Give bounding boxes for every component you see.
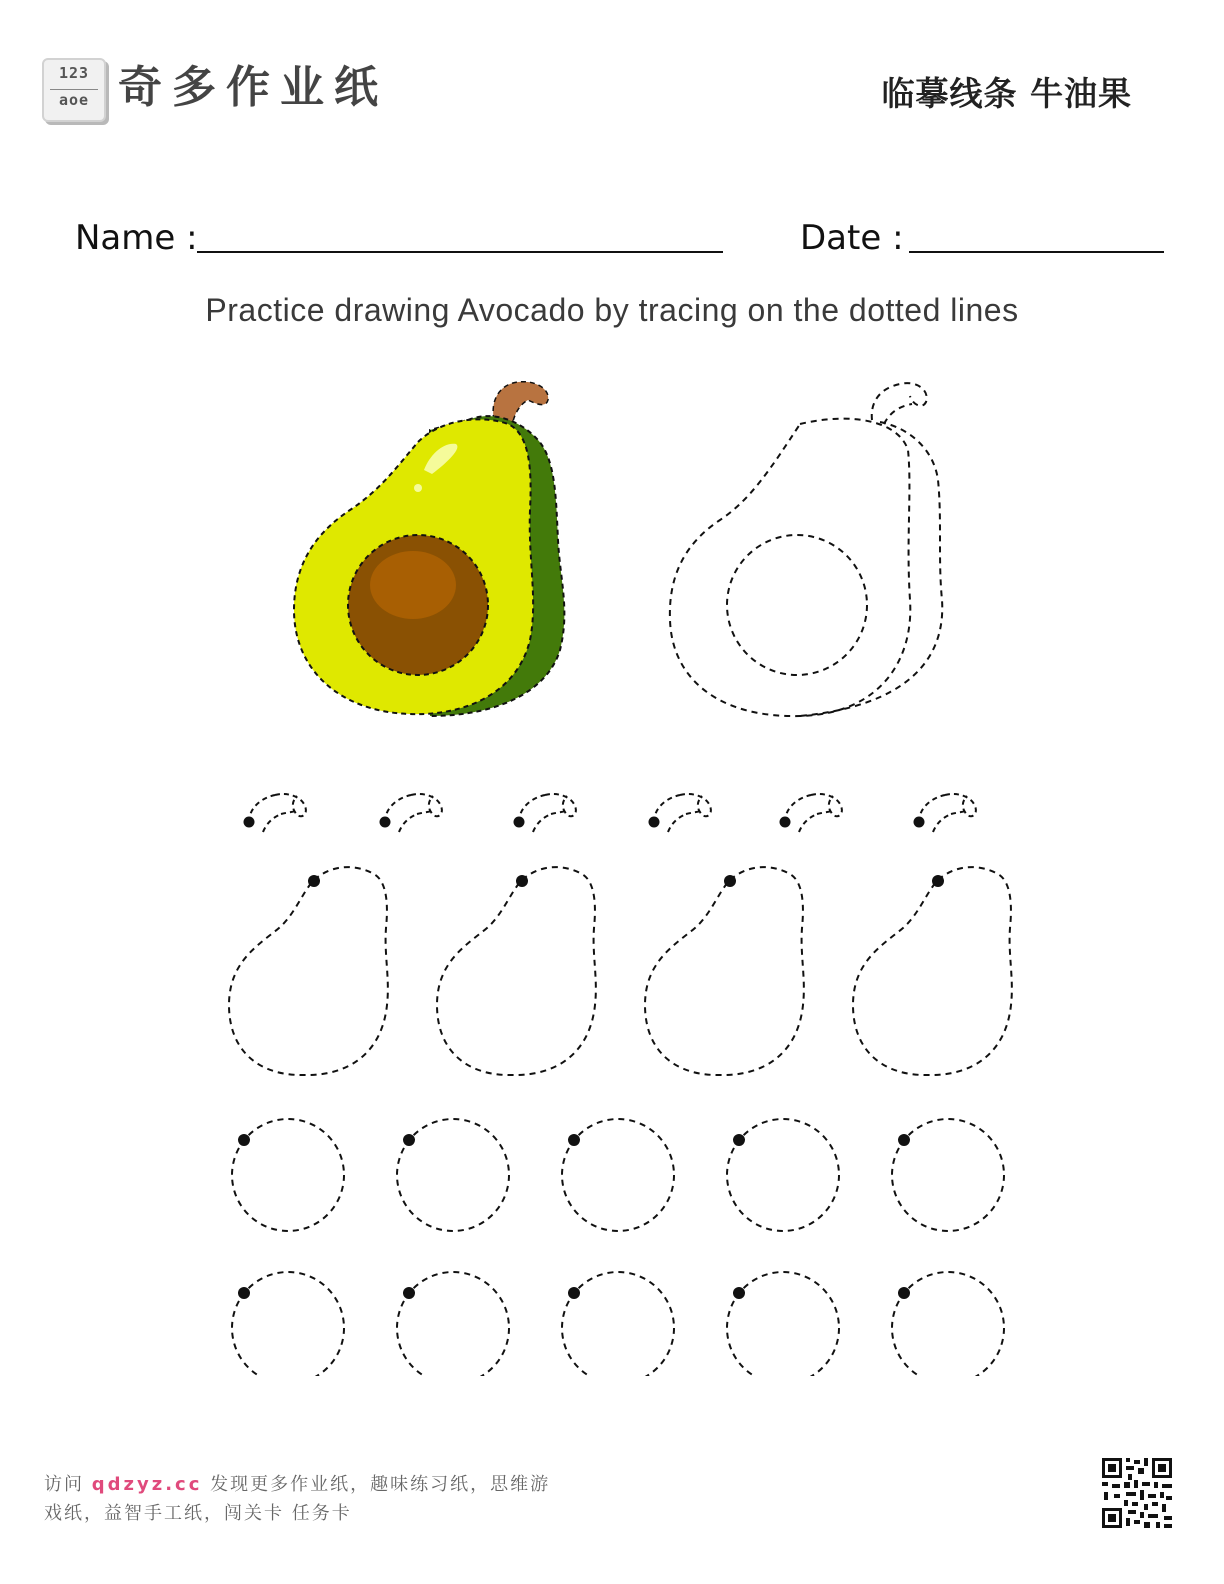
footer-suffix: 发现更多作业纸，趣味练习纸，思维游 xyxy=(210,1474,551,1495)
pit-trace xyxy=(232,1119,344,1231)
pit-row-2-start-dots xyxy=(238,1287,910,1299)
footer-url[interactable]: qdzyz.cc xyxy=(91,1474,203,1495)
qr-code-icon xyxy=(1100,1456,1174,1530)
body-trace-1 xyxy=(229,867,388,1075)
avocado-pit-highlight xyxy=(370,551,456,619)
logo-numbers: 123 xyxy=(58,64,90,82)
body-trace-2 xyxy=(437,867,596,1075)
pit-trace xyxy=(397,1119,509,1231)
outline-flesh xyxy=(670,419,910,716)
stem-tracing-row xyxy=(244,794,976,832)
footer-prefix: 访问 xyxy=(44,1474,84,1495)
footer-line-2: 戏纸，益智手工纸，闯关卡 任务卡 xyxy=(44,1503,352,1524)
pit-trace xyxy=(727,1119,839,1231)
pit-trace xyxy=(232,1272,344,1384)
avocado-shine-dot xyxy=(414,484,422,492)
logo-letters: aoe xyxy=(58,91,90,109)
pit-trace xyxy=(892,1119,1004,1231)
avocado-outline-illustration xyxy=(670,383,942,716)
stem-trace-2 xyxy=(380,794,442,832)
pit-tracing-row-1 xyxy=(232,1119,1004,1231)
avocado-color-illustration xyxy=(294,382,564,716)
pit-trace xyxy=(397,1272,509,1384)
name-label: Name : xyxy=(75,218,198,258)
body-tracing-row xyxy=(229,867,1012,1075)
date-label: Date : xyxy=(800,218,904,258)
footer-text xyxy=(44,1470,550,1528)
body-trace-3 xyxy=(645,867,804,1075)
stem-trace-6 xyxy=(914,794,976,832)
stem-trace-5 xyxy=(780,794,842,832)
page-title: 临摹线条 牛油果 xyxy=(881,74,1132,113)
pit-trace xyxy=(892,1272,1004,1384)
pit-trace xyxy=(727,1272,839,1384)
pit-tracing-row-2 xyxy=(232,1272,1004,1384)
body-trace-4 xyxy=(853,867,1012,1075)
outline-stem xyxy=(872,383,927,424)
outline-pit xyxy=(727,535,867,675)
stem-trace-4 xyxy=(649,794,711,832)
stem-trace-3 xyxy=(514,794,576,832)
outline-skin xyxy=(800,422,942,716)
pit-row-1-start-dots xyxy=(238,1134,910,1146)
brand-name: 奇多作业纸 xyxy=(118,62,388,113)
footer-line-1 xyxy=(44,1470,550,1499)
pit-trace xyxy=(562,1272,674,1384)
pit-trace xyxy=(562,1119,674,1231)
instructions: Practice drawing Avocado by tracing on the dotted lines xyxy=(205,292,1019,328)
stem-trace-1 xyxy=(244,794,306,832)
body-trace-start-dots xyxy=(308,875,944,887)
